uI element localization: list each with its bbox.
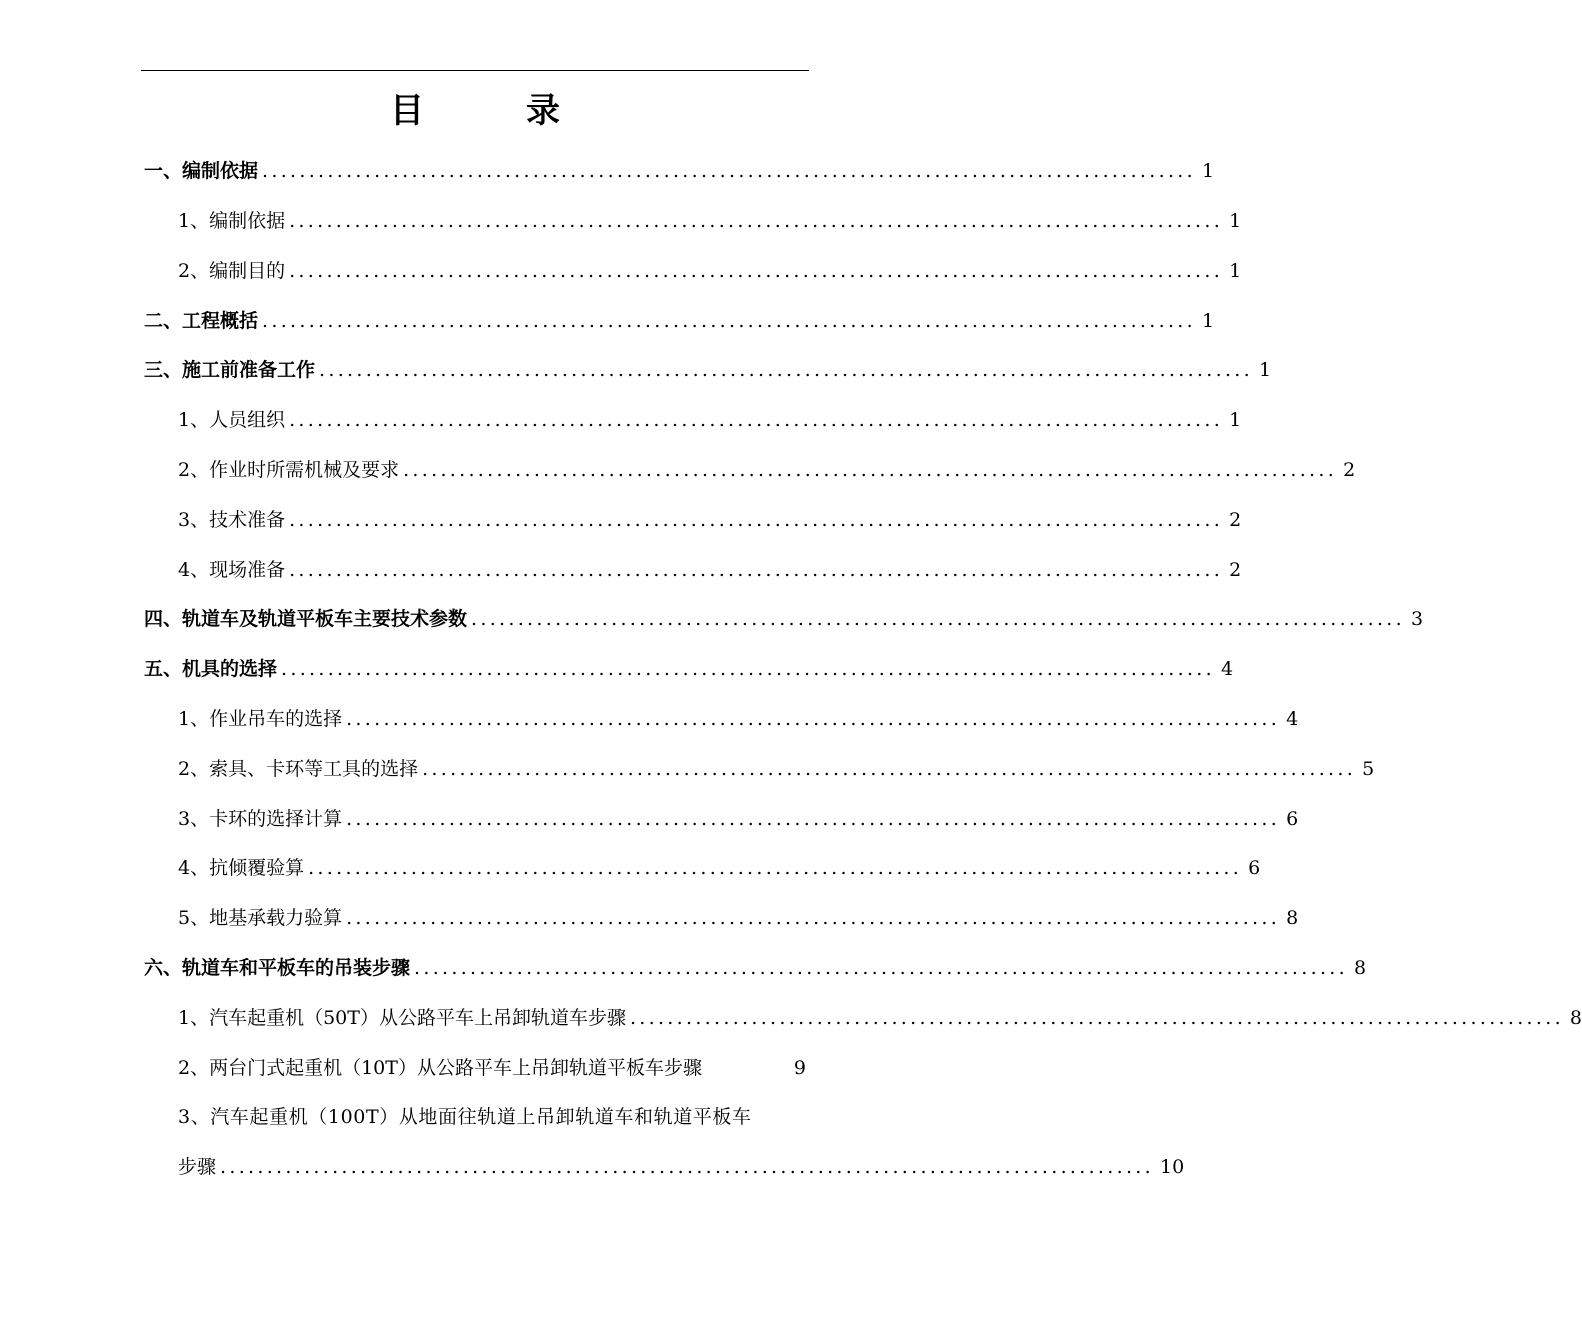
toc-page-number: 10 — [1159, 1156, 1185, 1178]
toc-entry-text: 2、作业时所需机械及要求 — [178, 459, 400, 481]
toc-entry[interactable] — [178, 1053, 806, 1083]
toc-entry[interactable] — [178, 555, 1242, 585]
toc-entry[interactable] — [178, 455, 1356, 485]
toc-entry[interactable] — [178, 754, 1375, 784]
toc-page-number: 2 — [1343, 459, 1356, 481]
toc-entry[interactable] — [144, 654, 1234, 684]
toc-dot-leader: .................................................................................................... — [346, 708, 1281, 730]
toc-dot-leader: .................................................................................................... — [346, 907, 1281, 929]
toc-page-number: 6 — [1286, 808, 1299, 830]
toc-page-number: 1 — [1201, 160, 1215, 182]
toc-dot-leader: .................................................................................................... — [289, 260, 1224, 282]
toc-entry-text: 一、编制依据 — [144, 160, 259, 182]
toc-dot-leader: .................................................................................................... — [220, 1156, 1154, 1178]
toc-entry[interactable] — [178, 704, 1299, 734]
toc-entry-text: 1、作业吊车的选择 — [178, 708, 343, 730]
toc-page-number: 8 — [1353, 957, 1367, 979]
toc-entry[interactable] — [144, 306, 1215, 336]
toc-title: 目 录 — [390, 91, 594, 131]
toc-entry-text: 2、两台门式起重机（10T）从公路平车上吊卸轨道平板车步骤 — [178, 1057, 702, 1079]
toc-dot-leader: .................................................................................................... — [346, 808, 1281, 830]
toc-entry[interactable] — [144, 953, 1367, 983]
toc-entry[interactable] — [144, 156, 1215, 186]
toc-entry-text: 4、现场准备 — [178, 559, 286, 581]
toc-dot-leader: .................................................................................................... — [289, 210, 1224, 232]
toc-page-number: 6 — [1248, 857, 1261, 879]
toc-dot-leader: .................................................................................................... — [629, 1007, 1564, 1029]
toc-entry-text: 四、轨道车及轨道平板车主要技术参数 — [144, 608, 468, 630]
toc-page-number: 1 — [1201, 310, 1215, 332]
toc-page-number: 2 — [1229, 509, 1242, 531]
toc-page-number: 8 — [1286, 907, 1299, 929]
toc-dot-leader: .................................................................................................... — [414, 957, 1348, 979]
toc-entry-text: 二、工程概括 — [144, 310, 259, 332]
toc-entry-text: 4、抗倾覆验算 — [178, 857, 305, 879]
toc-entry-text: 六、轨道车和平板车的吊装步骤 — [144, 957, 411, 979]
toc-entry-text: 步骤 — [178, 1156, 217, 1178]
toc-entry[interactable] — [144, 604, 1424, 634]
toc-page-number: 1 — [1229, 260, 1242, 282]
toc-page-number: 4 — [1286, 708, 1299, 730]
toc-dot-leader: .................................................................................................... — [319, 359, 1253, 381]
toc-dot-leader: .................................................................................................... — [308, 857, 1243, 879]
toc-entry[interactable] — [144, 355, 1272, 385]
toc-page-number: 8 — [1569, 1007, 1582, 1029]
toc-entry-text: 1、编制依据 — [178, 210, 286, 232]
toc-entry-text: 1、人员组织 — [178, 409, 286, 431]
toc-entry[interactable] — [178, 1003, 1582, 1033]
toc-page-number: 1 — [1229, 210, 1242, 232]
toc-entry[interactable] — [178, 903, 1299, 933]
toc-entry[interactable] — [178, 256, 1242, 286]
toc-dot-leader: .................................................................................................... — [289, 509, 1224, 531]
toc-page-number: 1 — [1229, 409, 1242, 431]
toc-dot-leader: .................................................................................................... — [262, 160, 1196, 182]
toc-dot-leader: .................................................................................................... — [471, 608, 1405, 630]
toc-entry-text: 1、汽车起重机（50T）从公路平车上吊卸轨道车步骤 — [178, 1007, 626, 1029]
toc-entry-text: 3、卡环的选择计算 — [178, 808, 343, 830]
toc-entry[interactable] — [178, 1152, 1185, 1182]
toc-entry-text: 三、施工前准备工作 — [144, 359, 316, 381]
toc-page-number: 3 — [1410, 608, 1424, 630]
toc-entry[interactable] — [178, 405, 1242, 435]
toc-entry-text: 3、技术准备 — [178, 509, 286, 531]
toc-dot-leader: .................................................................................................... — [422, 758, 1357, 780]
toc-entry-text: 5、地基承载力验算 — [178, 907, 343, 929]
toc-entry-text: 五、机具的选择 — [144, 658, 278, 680]
toc-page-number: 9 — [793, 1057, 806, 1079]
toc-page-number: 2 — [1229, 559, 1242, 581]
toc-dot-leader: .................................................................................................... — [281, 658, 1215, 680]
toc-entry[interactable] — [178, 804, 1299, 834]
toc-page-number: 4 — [1220, 658, 1234, 680]
toc-entry[interactable] — [178, 853, 1261, 883]
toc-dot-leader: .................................................................................................... — [262, 310, 1196, 332]
toc-page-number: 5 — [1362, 758, 1375, 780]
toc-entry-text-line1[interactable]: 3、汽车起重机（100T）从地面往轨道上吊卸轨道车和轨道平板车 — [178, 1106, 752, 1128]
toc-entry-text: 2、索具、卡环等工具的选择 — [178, 758, 419, 780]
toc-dot-leader: .................................................................................................... — [289, 409, 1224, 431]
toc-dot-leader: .................................................................................................... — [403, 459, 1338, 481]
toc-entry-text: 2、编制目的 — [178, 260, 286, 282]
toc-entry[interactable] — [178, 505, 1242, 535]
toc-page-number: 1 — [1258, 359, 1272, 381]
header-rule — [141, 70, 809, 71]
toc-entry[interactable] — [178, 206, 1242, 236]
toc-dot-leader: .................................................................................................... — [289, 559, 1224, 581]
